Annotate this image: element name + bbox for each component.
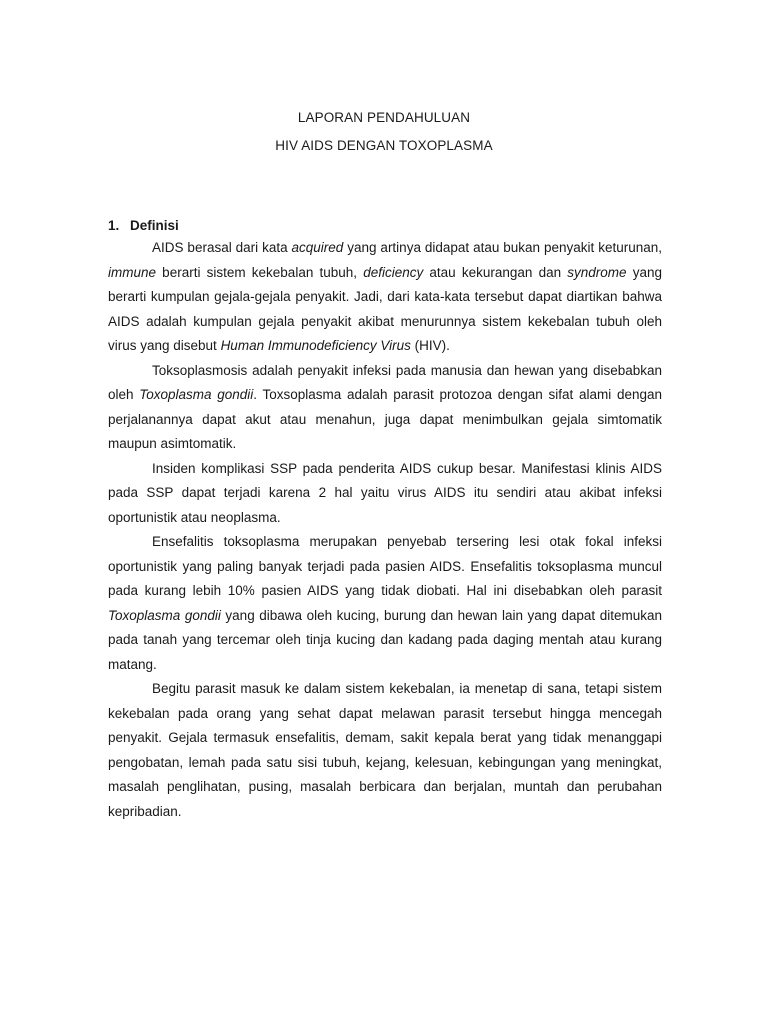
section-body xyxy=(108,236,662,824)
text-run: Ensefalitis toksoplasma merupakan penyebab tersering lesi otak fokal infeksi oportunistik yang paling banyak terjadi pada pasien AIDS. Ensefalitis toksoplasma muncul pada kurang lebih 10% pasien AIDS yang tidak diobati. Hal ini disebabkan oleh parasit xyxy=(108,534,662,598)
italic-term: immune xyxy=(108,264,157,280)
text-run: berarti sistem kekebalan tubuh, xyxy=(156,264,364,280)
text-run: . Toxsoplasma adalah parasit protozoa dengan sifat alami dengan perjalanannya dapat akut atau menahun, juga dapat menimbulkan gejala simtomatik maupun asimtomatik. xyxy=(108,387,663,451)
text-run: Begitu parasit masuk ke dalam sistem kekebalan, ia menetap di sana, tetapi sistem kekebalan pada orang yang sehat dapat melawan parasit tersebut hingga mencegah penyakit. Gejala termasuk ensefalitis, demam, sakit kepala berat yang tidak menanggapi pengobatan, lemah pada satu sisi tubuh, kejang, kelesuan, kebingungan yang meningkat, masalah penglihatan, pusing, masalah berbicara dan berjalan, muntah dan perubahan kepribadian. xyxy=(108,681,662,819)
italic-term: acquired xyxy=(291,240,344,255)
italic-term: deficiency xyxy=(363,264,424,280)
document-title-line-2: HIV AIDS DENGAN TOXOPLASMA xyxy=(275,138,493,153)
text-run: AIDS berasal dari kata xyxy=(152,240,292,255)
italic-term: Toxoplasma gondii xyxy=(139,387,254,402)
text-run: Insiden komplikasi SSP pada penderita AIDS cukup besar. Manifestasi klinis AIDS pada SSP dapat terjadi karena 2 hal yaitu virus AIDS itu sendiri atau akibat infeksi oportunistik atau neoplasma. xyxy=(108,460,662,525)
text-run: (HIV). xyxy=(410,338,450,353)
text-run: yang artinya didapat atau bukan penyakit keturunan, xyxy=(343,240,662,255)
paragraph-5 xyxy=(108,677,662,824)
text-run: Toksoplasmosis adalah penyakit infeksi pada manusia dan hewan yang disebabkan oleh xyxy=(108,362,662,402)
paragraph-3 xyxy=(108,457,662,531)
italic-term: Human Immunodeficiency Virus xyxy=(220,338,411,353)
paragraph-2 xyxy=(108,359,662,457)
document-title-line-1: LAPORAN PENDAHULUAN xyxy=(297,110,471,125)
italic-term: syndrome xyxy=(567,264,627,280)
text-run: yang dibawa oleh kucing, burung dan hewan lain yang dapat ditemukan pada tanah yang tercemar oleh tinja kucing dan kadang pada daging mentah atau kurang matang. xyxy=(108,607,662,672)
paragraph-4 xyxy=(108,530,662,677)
paragraph-1 xyxy=(108,236,662,359)
section-heading xyxy=(108,218,179,233)
text-run: yang berarti kumpulan gejala-gejala penyakit. Jadi, dari kata-kata tersebut dapat diartikan bahwa AIDS adalah kumpulan gejala penyakit akibat menurunnya sistem kekebalan tubuh oleh virus yang disebut xyxy=(108,264,663,353)
italic-term: Toxoplasma gondii xyxy=(108,607,221,623)
section-title: Definisi xyxy=(130,218,179,233)
section-number: 1. xyxy=(108,218,120,233)
text-run: atau kekurangan dan xyxy=(423,264,568,280)
